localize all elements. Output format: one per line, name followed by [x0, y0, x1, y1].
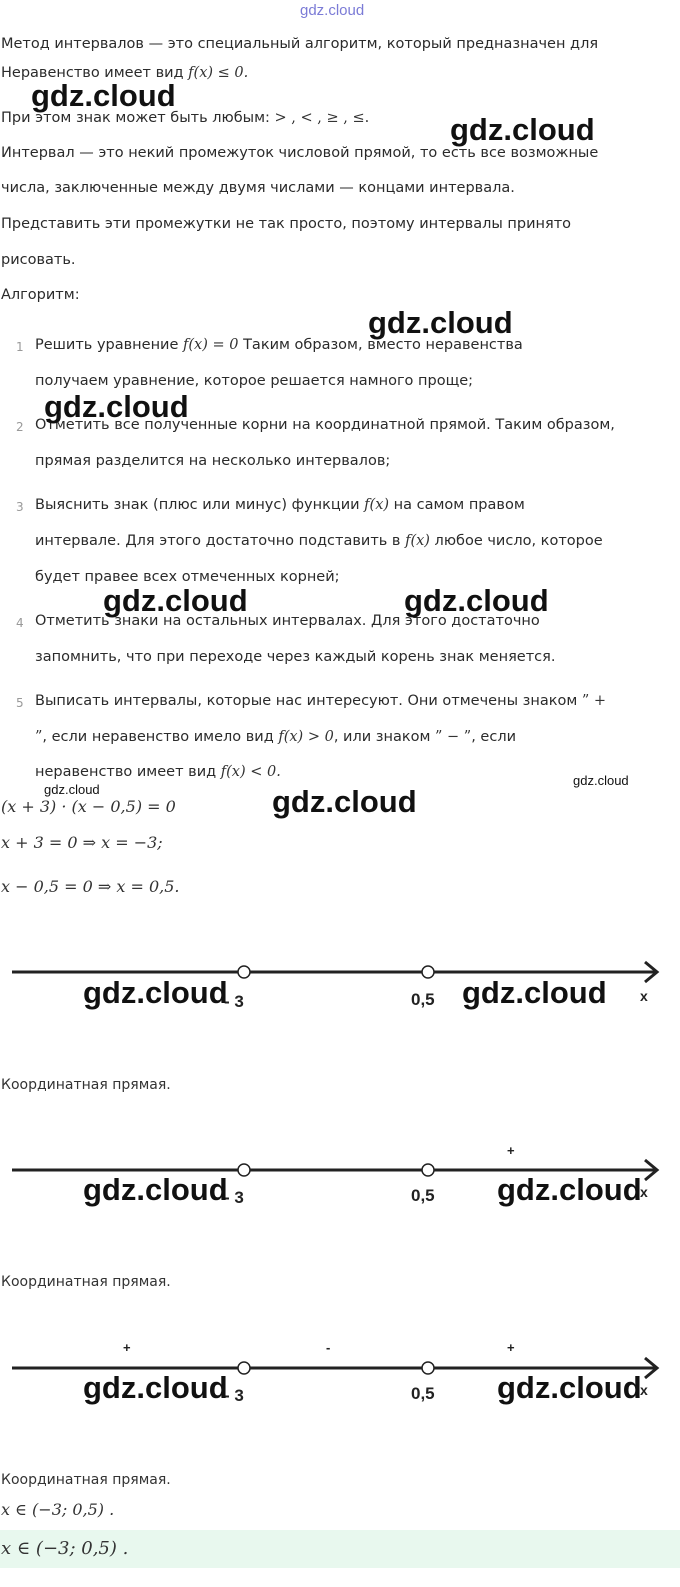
- point-label-0-5: 0,5: [411, 1384, 435, 1403]
- watermark: gdz.cloud: [368, 305, 513, 340]
- function-formula: f(x): [364, 497, 390, 513]
- step-1-text-cont: Таким образом, вместо неравенства: [243, 337, 523, 353]
- step-3-text-b-cont: любое число, которое: [434, 533, 603, 549]
- point-open-circle: [422, 966, 434, 978]
- watermark: gdz.cloud: [573, 773, 629, 788]
- site-link[interactable]: gdz.cloud: [300, 2, 365, 19]
- result-interval: x ∈ (−3; 0,5) .: [1, 1500, 115, 1519]
- step-3-line-a: [35, 497, 525, 513]
- sign-list-formula: > , < , ≥ , ≤.: [274, 110, 370, 126]
- point-open-circle: [238, 1164, 250, 1176]
- figure-caption-3: Координатная прямая.: [1, 1472, 171, 1488]
- step-3-line-b: [35, 533, 603, 549]
- list-number-5: 5: [16, 696, 24, 710]
- point-open-circle: [238, 966, 250, 978]
- step-2-line-b: прямая разделится на несколько интервалов;: [35, 453, 391, 469]
- point-label-minus-3: - 3: [224, 1386, 244, 1405]
- step-3-line-c: будет правее всех отмеченных корней;: [35, 569, 340, 585]
- figure-caption-2: Координатная прямая.: [1, 1274, 171, 1290]
- watermark: gdz.cloud: [44, 782, 100, 797]
- watermark: gdz.cloud: [103, 583, 248, 618]
- point-label-0-5: 0,5: [411, 990, 435, 1009]
- watermark: gdz.cloud: [497, 1172, 642, 1207]
- sign-right-interval: +: [507, 1340, 515, 1355]
- equation-line-2: x + 3 = 0 ⇒ x = −3;: [1, 833, 163, 852]
- equation-formula: f(x) = 0: [183, 337, 239, 353]
- sign-middle-interval: -: [326, 1340, 331, 1355]
- step-1-line-b: получаем уравнение, которое решается намного проще;: [35, 373, 474, 389]
- watermark: gdz.cloud: [44, 389, 189, 424]
- intro-line-7: рисовать.: [1, 252, 76, 268]
- function-formula: f(x): [405, 533, 430, 549]
- list-number-3: 3: [16, 500, 24, 514]
- intro-line-3-text: При этом знак может быть любым:: [1, 110, 270, 126]
- watermark: gdz.cloud: [83, 1172, 228, 1207]
- step-5-text-c: неравенство имеет вид: [35, 764, 217, 780]
- step-5-text-b: , если неравенство имело вид: [42, 729, 274, 745]
- intro-line-5: числа, заключенные между двумя числами — концами интервала.: [1, 180, 515, 196]
- intro-line-2-text: Неравенство имеет вид: [1, 65, 184, 81]
- watermark: gdz.cloud: [462, 975, 607, 1010]
- step-5-line-b: [35, 729, 516, 745]
- watermark: gdz.cloud: [83, 1370, 228, 1405]
- step-3-text-b: интервале. Для этого достаточно подставить в: [35, 533, 401, 549]
- point-label-0-5: 0,5: [411, 1186, 435, 1205]
- watermark: gdz.cloud: [450, 112, 595, 147]
- watermark: gdz.cloud: [31, 78, 176, 113]
- intro-line-6: Представить эти промежутки не так просто, поэтому интервалы принято: [1, 216, 572, 232]
- watermark: gdz.cloud: [497, 1370, 642, 1405]
- list-number-4: 4: [16, 616, 24, 630]
- watermark: gdz.cloud: [404, 583, 549, 618]
- step-3-text: Выяснить знак (плюс или минус) функции: [35, 497, 360, 513]
- intro-line-4: Интервал — это некий промежуток числовой прямой, то есть все возможные: [1, 145, 599, 161]
- less-formula: f(x) < 0.: [220, 764, 281, 780]
- step-5-text: Выписать интервалы, которые нас интересуют. Они отмечены знаком: [35, 693, 578, 709]
- point-open-circle: [422, 1164, 434, 1176]
- algorithm-heading: Алгоритм:: [1, 287, 80, 303]
- minus-sign-formula: ” − ”: [435, 729, 472, 745]
- axis-label-x: x: [640, 1382, 648, 1398]
- sign-right-interval: +: [507, 1143, 515, 1158]
- step-4-line-a: Отметить знаки на остальных интервалах. Для этого достаточно: [35, 613, 540, 629]
- point-label-minus-3: - 3: [224, 992, 244, 1011]
- equation-line-3: x − 0,5 = 0 ⇒ x = 0,5.: [1, 877, 180, 896]
- point-open-circle: [422, 1362, 434, 1374]
- list-number-2: 2: [16, 420, 24, 434]
- greater-formula: f(x) > 0: [278, 729, 334, 745]
- point-open-circle: [238, 1362, 250, 1374]
- sign-left-interval: +: [123, 1340, 131, 1355]
- step-1-text: Решить уравнение: [35, 337, 179, 353]
- equation-line-1: (x + 3) · (x − 0,5) = 0: [1, 797, 176, 816]
- step-5-line-a: [35, 693, 606, 709]
- step-5-text-b3: , если: [471, 729, 517, 745]
- watermark: gdz.cloud: [272, 784, 417, 819]
- list-number-1: 1: [16, 340, 24, 354]
- point-label-minus-3: - 3: [224, 1188, 244, 1207]
- intro-line-1: Метод интервалов — это специальный алгоритм, который предназначен для: [1, 36, 599, 52]
- step-5-line-c: [35, 764, 281, 780]
- step-2-line-a: Отметить все полученные корни на координатной прямой. Таким образом,: [35, 417, 615, 433]
- watermark: gdz.cloud: [83, 975, 228, 1010]
- step-3-text-cont: на самом правом: [393, 497, 525, 513]
- answer-interval: x ∈ (−3; 0,5) .: [1, 1538, 129, 1559]
- step-5-text-b2: , или знаком: [333, 729, 431, 745]
- step-4-line-b: запомнить, что при переходе через каждый корень знак меняется.: [35, 649, 556, 665]
- quote-formula: ”: [35, 729, 43, 745]
- axis-label-x: x: [640, 1184, 648, 1200]
- axis-label-x: x: [640, 988, 648, 1004]
- inequality-formula: f(x) ≤ 0.: [188, 65, 249, 81]
- figure-caption-1: Координатная прямая.: [1, 1077, 171, 1093]
- plus-sign-formula: ” +: [581, 693, 607, 709]
